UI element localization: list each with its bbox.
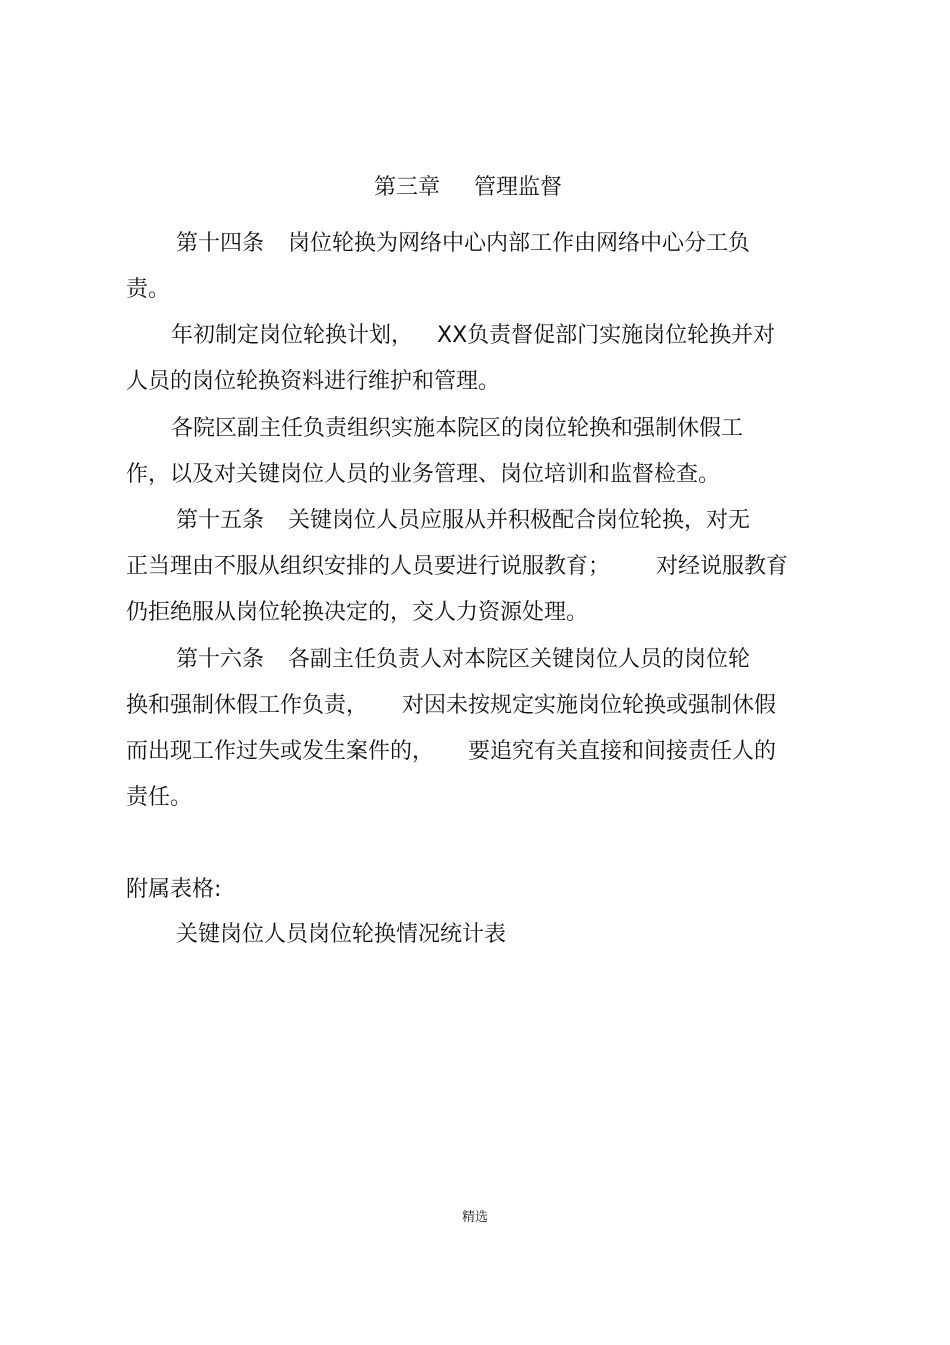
attachment-item: 关键岗位人员岗位轮换情况统计表: [176, 922, 507, 947]
article-14-text: 岗位轮换为网络中心内部工作由网络中心分工负: [288, 231, 751, 256]
paragraph-2-text-a: 年初制定岗位轮换计划，: [171, 323, 414, 348]
attachment-heading: 附属表格:: [126, 877, 222, 902]
paragraph-2-line-2: 人员的岗位轮换资料进行维护和管理。: [126, 369, 501, 394]
article-15-text: 关键岗位人员应服从并积极配合岗位轮换，对无: [288, 508, 751, 533]
article-15-text-b: 对经说服教育: [656, 554, 789, 579]
article-14-line-2: 责。: [126, 277, 171, 302]
article-16-text-c: 而出现工作过失或发生案件的，: [126, 739, 435, 764]
chapter-title: 管理监督: [474, 175, 563, 200]
article-16-label: 第十六条: [176, 647, 265, 672]
article-14-line-1: [176, 229, 750, 259]
chapter-heading: [374, 173, 562, 203]
article-16-line-2: [126, 691, 776, 721]
paragraph-3-line-2: 作，以及对关键岗位人员的业务管理、岗位培训和监督检查。: [126, 462, 721, 487]
article-15-line-1: [176, 506, 750, 536]
article-16-text-b: 对因未按规定实施岗位轮换或强制休假: [402, 693, 777, 718]
article-16-line-4: 责任。: [126, 785, 193, 810]
paragraph-2-line-1: [171, 321, 775, 351]
article-16-text: 各副主任负责人对本院区关键岗位人员的岗位轮: [288, 647, 751, 672]
article-15-label: 第十五条: [176, 508, 265, 533]
article-16-line-3: [126, 737, 776, 767]
chapter-label: 第三章: [374, 175, 441, 200]
article-16-text-d: 要追究有关直接和间接责任人的: [468, 739, 777, 764]
article-15-text-a: 正当理由不服从组织安排的人员要进行说服教育；: [126, 554, 611, 579]
article-16-line-1: [176, 645, 750, 675]
paragraph-3-line-1: 各院区副主任负责组织实施本院区的岗位轮换和强制休假工: [171, 416, 744, 441]
article-15-line-3: 仍拒绝服从岗位轮换决定的，交人力资源处理。: [126, 600, 589, 625]
article-14-label: 第十四条: [176, 231, 265, 256]
article-16-text-a: 换和强制休假工作负责，: [126, 693, 369, 718]
article-15-line-2: [126, 552, 788, 582]
page-footer: 精选: [461, 1210, 488, 1225]
paragraph-2-text-b: XX负责督促部门实施岗位轮换并对: [437, 323, 776, 348]
